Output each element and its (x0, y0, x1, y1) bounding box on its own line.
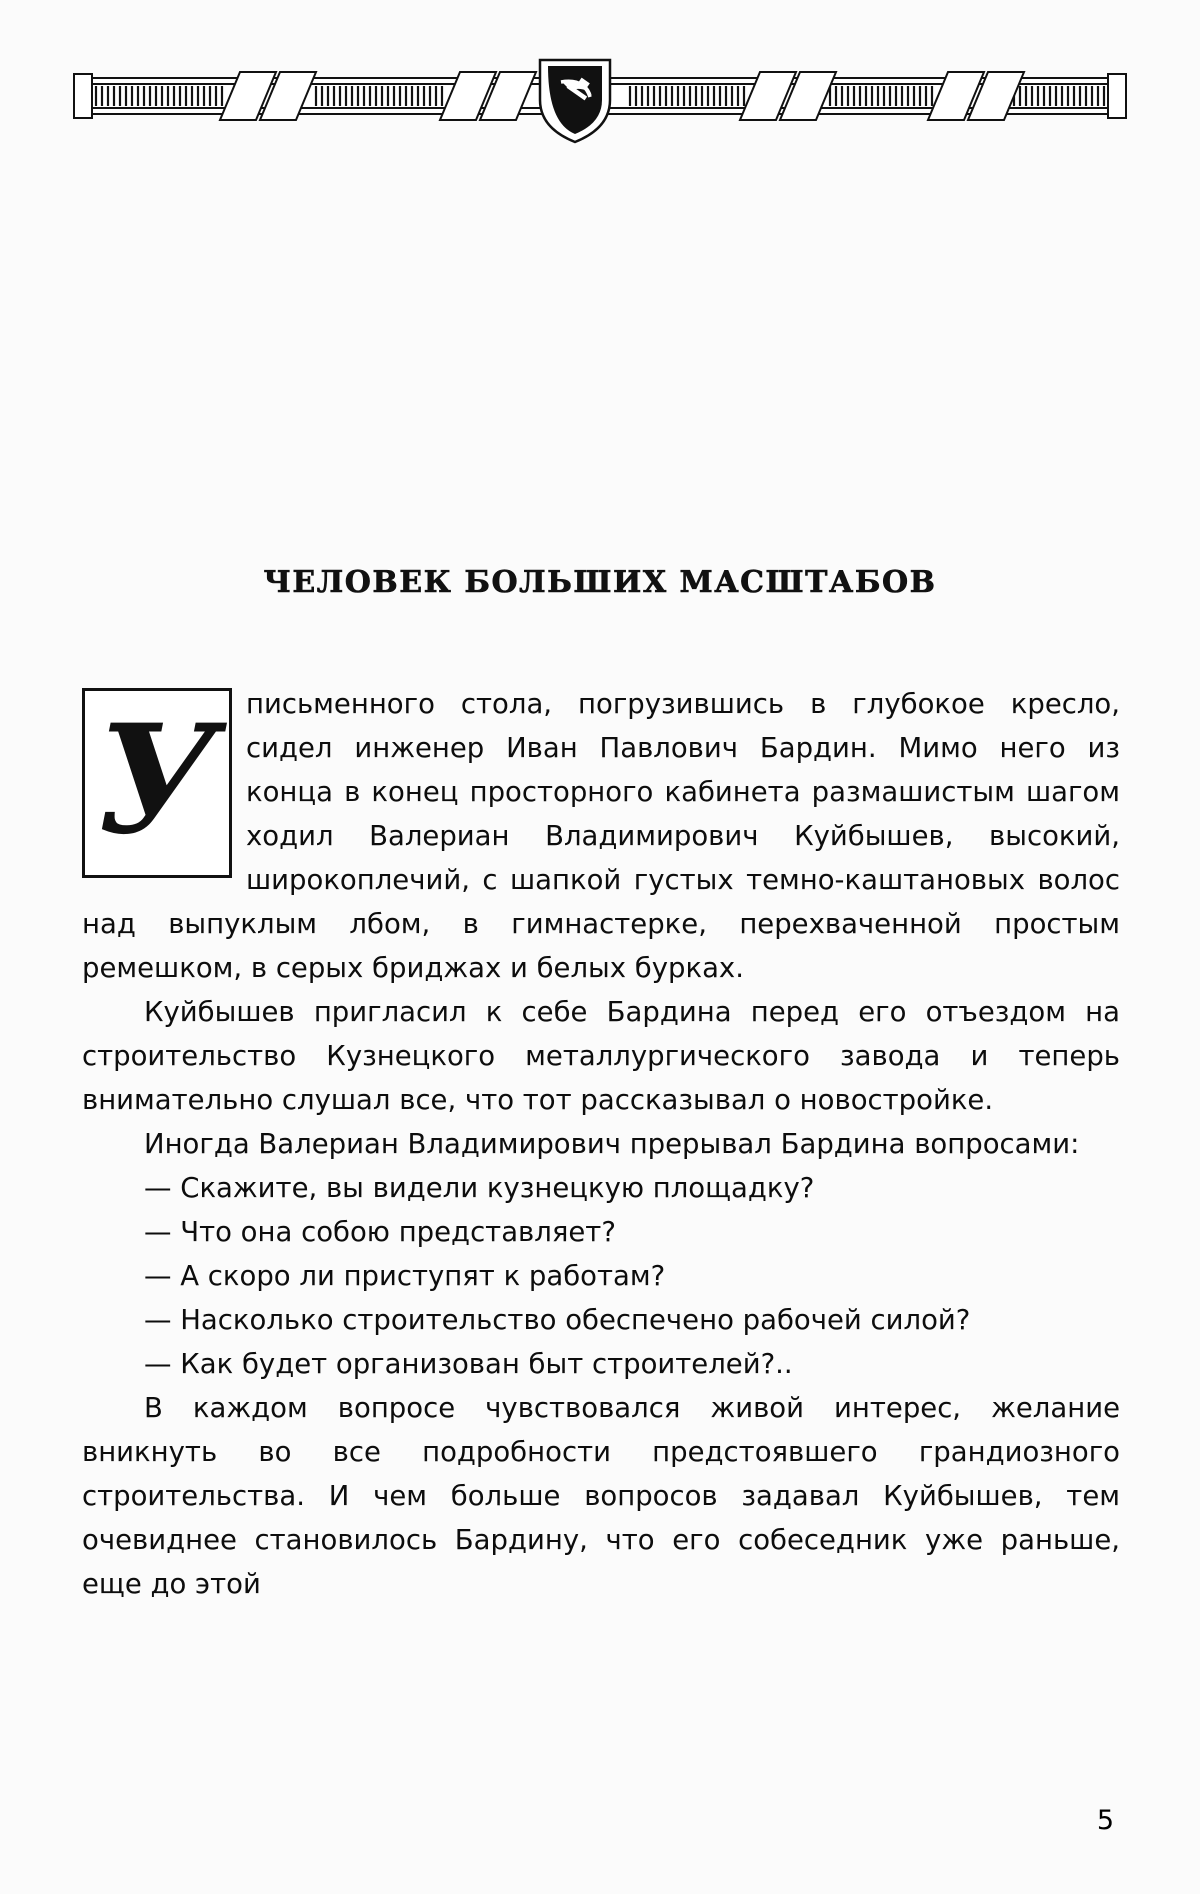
paragraph: письменного стола, погрузившись в глубокое кресло, сидел инженер Иван Павлович Бардин. Мимо него из конца в конец просторного кабинета размашистым шагом ходил Валериан Владимирович Куйбышев, высокий, широкоплечий, с шапкой густых темно-каштановых волос над выпуклым лбом, в гимнастерке, перехваченной простым ремешком, в серых бриджах и белых бурках. (82, 688, 1120, 984)
page-number: 5 (1096, 1805, 1114, 1836)
body-text (82, 682, 1120, 1606)
drop-cap (82, 688, 232, 878)
paragraph: Иногда Валериан Владимирович прерывал Бардина вопросами: (144, 1128, 1080, 1160)
drop-cap-letter: У (96, 692, 218, 868)
dialogue-line: — Что она собою представляет? (144, 1216, 616, 1248)
paragraph: Куйбышев пригласил к себе Бардина перед его отъездом на строительство Кузнецкого металлургического завода и теперь внимательно слушал все, что тот рассказывал о новостройке. (82, 996, 1120, 1116)
dialogue-line: — Как будет организован быт строителей?.. (144, 1348, 793, 1380)
chapter-title: ЧЕЛОВЕК БОЛЬШИХ МАСШТАБОВ (263, 565, 937, 600)
paragraph: В каждом вопросе чувствовался живой интерес, желание вникнуть во все подробности предстоявшего грандиозного строительства. И чем больше вопросов задавал Куйбышев, тем очевиднее становилось Бардину, что его собеседник уже раньше, еще до этой (82, 1392, 1120, 1600)
dialogue-line: — Скажите, вы видели кузнецкую площадку? (144, 1172, 815, 1204)
hammer-and-sickle-shield (540, 60, 610, 142)
soviet-banner-ornament (70, 52, 1130, 144)
dialogue-line: — Насколько строительство обеспечено рабочей силой? (144, 1304, 971, 1336)
dialogue-line: — А скоро ли приступят к работам? (144, 1260, 666, 1292)
